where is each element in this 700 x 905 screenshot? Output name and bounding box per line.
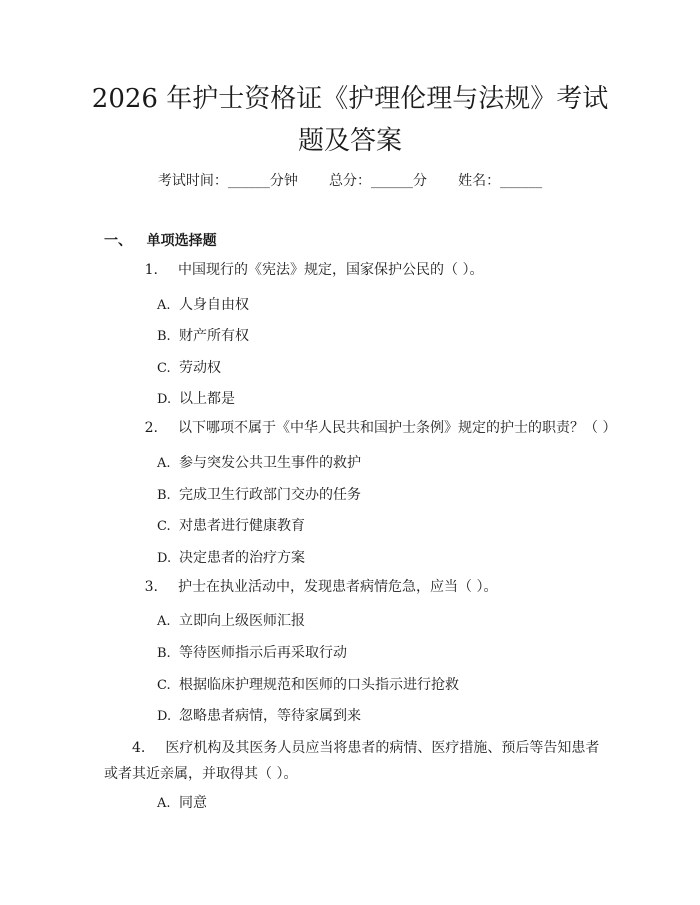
score-blank: ______ bbox=[371, 173, 413, 189]
option-text: 以上都是 bbox=[179, 391, 235, 407]
time-label: 考试时间： bbox=[157, 173, 228, 189]
option-text: 决定患者的治疗方案 bbox=[179, 550, 305, 566]
option-text: 参与突发公共卫生事件的救护 bbox=[179, 455, 361, 471]
q2-option-b bbox=[157, 484, 361, 504]
option-label: A. bbox=[157, 614, 171, 629]
q2-option-a bbox=[157, 452, 361, 472]
q4-option-a bbox=[157, 792, 207, 812]
question-number: 3. bbox=[144, 579, 158, 595]
option-text: 财产所有权 bbox=[179, 328, 249, 344]
title-line-1: 2026 年护士资格证《护理伦理与法规》考试 bbox=[91, 84, 609, 114]
question-text: 护士在执业活动中，发现患者病情危急，应当（ ）。 bbox=[178, 579, 498, 595]
option-text: 根据临床护理规范和医师的口头指示进行抢救 bbox=[179, 677, 459, 693]
option-text: 等待医师指示后再采取行动 bbox=[179, 645, 347, 661]
question-text: 医疗机构及其医务人员应当将患者的病情、医疗措施、预后等告知患者或者其近亲属，并取得其（ ）。 bbox=[104, 740, 600, 782]
section-number: 一、 bbox=[104, 233, 132, 249]
exam-info-line bbox=[0, 170, 700, 190]
option-text: 完成卫生行政部门交办的任务 bbox=[179, 487, 361, 503]
question-4 bbox=[104, 735, 604, 787]
option-label: C. bbox=[157, 361, 171, 376]
option-text: 同意 bbox=[179, 795, 207, 811]
question-number: 1. bbox=[144, 262, 158, 278]
option-label: A. bbox=[157, 456, 171, 471]
q1-option-c bbox=[157, 357, 221, 377]
question-text: 中国现行的《宪法》规定，国家保护公民的（ ）。 bbox=[178, 262, 484, 278]
time-unit: 分钟 bbox=[269, 173, 298, 189]
title-line-2: 题及答案 bbox=[297, 126, 402, 156]
q2-option-d bbox=[157, 547, 305, 567]
option-label: A. bbox=[157, 796, 171, 811]
question-1 bbox=[104, 258, 604, 282]
q1-option-a bbox=[157, 294, 249, 314]
option-label: A. bbox=[157, 298, 171, 313]
score-unit: 分 bbox=[413, 173, 427, 189]
q1-option-d bbox=[157, 388, 235, 408]
name-label: 姓名： bbox=[458, 173, 501, 189]
option-text: 忽略患者病情，等待家属到来 bbox=[179, 708, 361, 724]
name-blank: ______ bbox=[500, 173, 543, 189]
section-title: 单项选择题 bbox=[146, 233, 217, 249]
section-heading bbox=[104, 230, 217, 250]
question-3 bbox=[104, 575, 604, 599]
time-blank: ______ bbox=[227, 173, 270, 189]
option-text: 人身自由权 bbox=[179, 297, 249, 313]
score-label: 总分： bbox=[329, 173, 371, 189]
question-text: 以下哪项不属于《中华人民共和国护士条例》规定的护士的职责？（ ） bbox=[178, 420, 617, 436]
option-label: D. bbox=[157, 551, 172, 566]
option-text: 对患者进行健康教育 bbox=[179, 518, 305, 534]
option-label: C. bbox=[157, 678, 171, 693]
q2-option-c bbox=[157, 515, 305, 535]
option-text: 劳动权 bbox=[179, 360, 221, 376]
option-label: B. bbox=[157, 488, 171, 503]
question-2 bbox=[104, 416, 617, 440]
question-number: 2. bbox=[144, 420, 158, 436]
question-number: 4. bbox=[132, 740, 146, 756]
option-label: D. bbox=[157, 709, 172, 724]
option-label: B. bbox=[157, 329, 171, 344]
q1-option-b bbox=[157, 325, 249, 345]
q3-option-c bbox=[157, 674, 459, 694]
option-label: B. bbox=[157, 646, 171, 661]
option-text: 立即向上级医师汇报 bbox=[179, 613, 305, 629]
document-title bbox=[60, 78, 640, 162]
option-label: C. bbox=[157, 519, 171, 534]
option-label: D. bbox=[157, 392, 172, 407]
q3-option-b bbox=[157, 642, 347, 662]
q3-option-d bbox=[157, 705, 361, 725]
q3-option-a bbox=[157, 610, 305, 630]
